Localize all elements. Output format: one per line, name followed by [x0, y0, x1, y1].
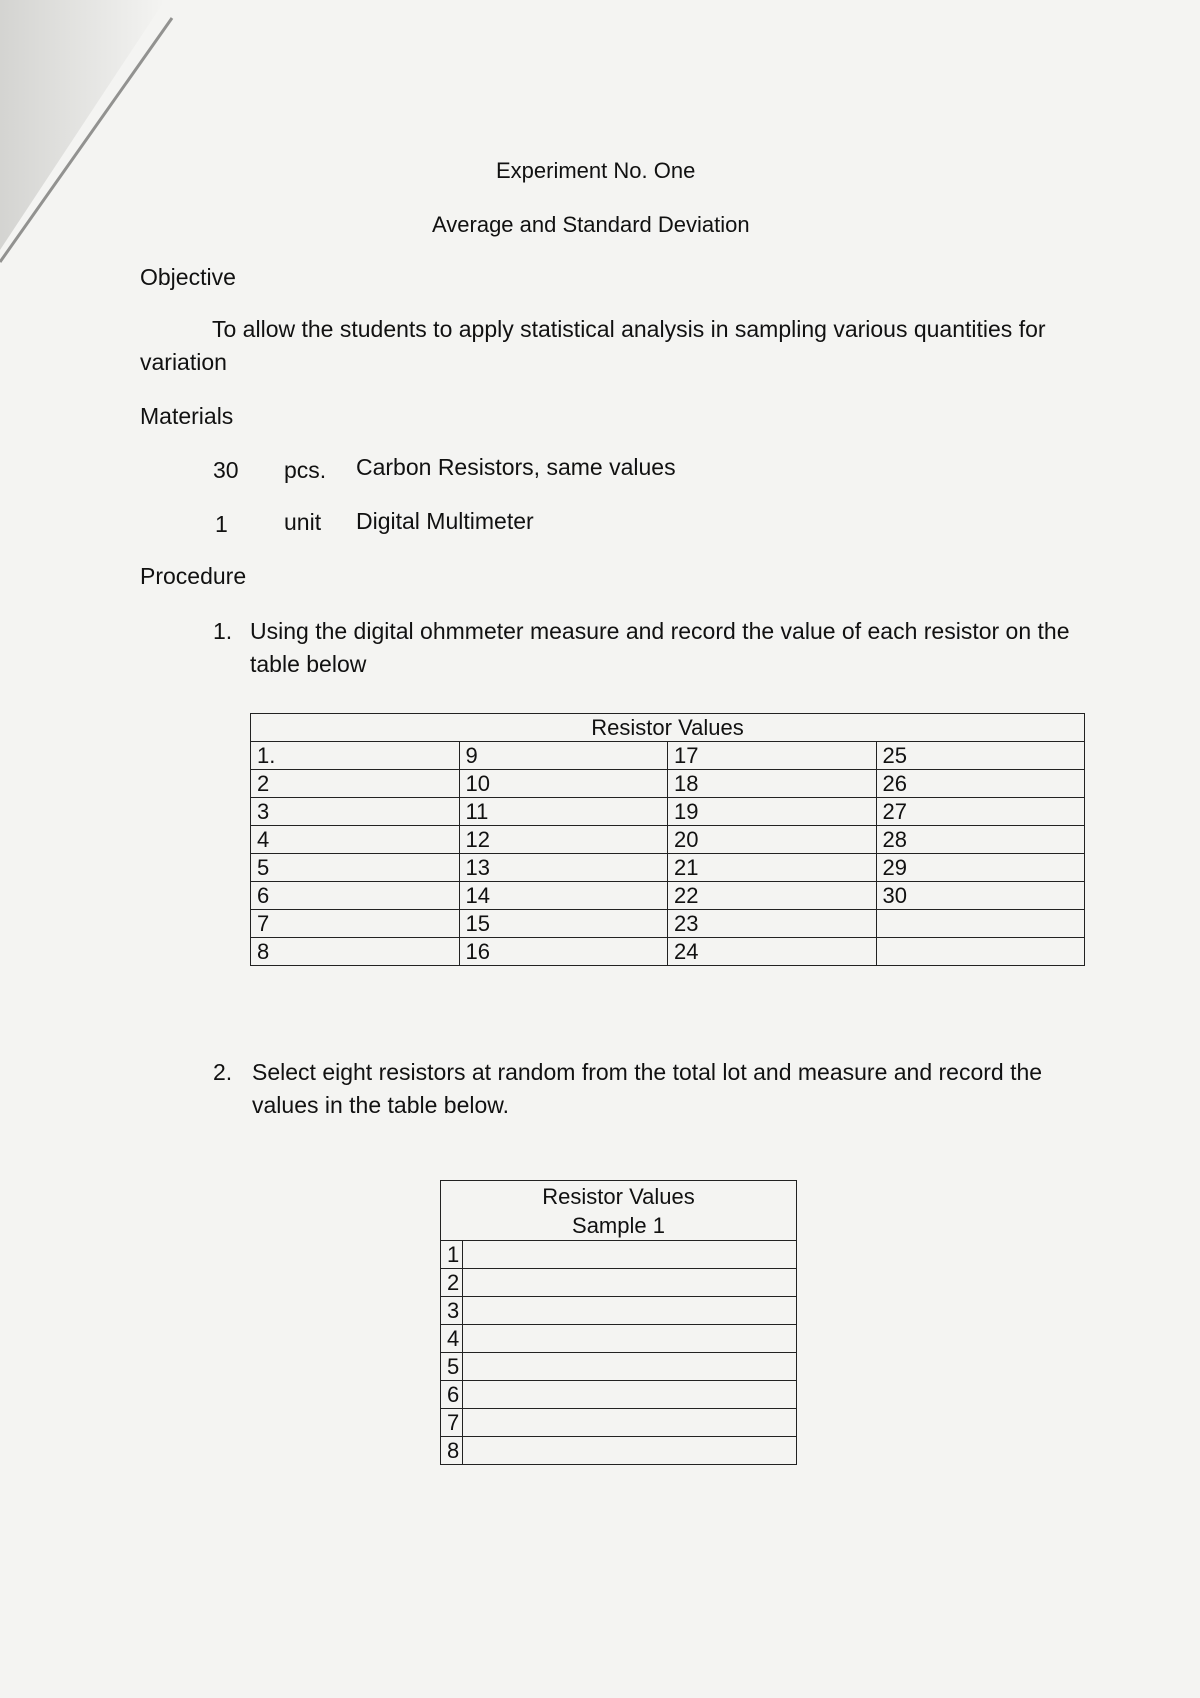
- table-row: [251, 854, 1085, 882]
- row-number: 6: [441, 1381, 463, 1409]
- row-number: 5: [441, 1353, 463, 1381]
- table-cell[interactable]: [463, 1409, 797, 1437]
- table-header-row: [441, 1181, 797, 1241]
- table-cell[interactable]: [463, 1353, 797, 1381]
- table-header: [441, 1181, 797, 1241]
- table-cell[interactable]: 28: [876, 826, 1085, 854]
- table-cell[interactable]: 3: [251, 798, 460, 826]
- table-cell[interactable]: 2: [251, 770, 460, 798]
- step-text: Using the digital ohmmeter measure and record the value of each resistor on the table below: [250, 618, 1070, 677]
- material-name: Carbon Resistors, same values: [356, 454, 676, 480]
- table-row: [251, 770, 1085, 798]
- material-qty: 1: [215, 511, 228, 537]
- sample-values-table: [440, 1180, 797, 1465]
- table-row: [251, 826, 1085, 854]
- table-cell[interactable]: [463, 1297, 797, 1325]
- table-row: [251, 742, 1085, 770]
- table-cell[interactable]: 9: [459, 742, 668, 770]
- table-cell[interactable]: 26: [876, 770, 1085, 798]
- objective-text: To allow the students to apply statistical analysis in sampling various quantities for variation: [140, 316, 1046, 375]
- document-title: Experiment No. One: [496, 158, 696, 183]
- table-cell[interactable]: [463, 1437, 797, 1465]
- table-cell[interactable]: 11: [459, 798, 668, 826]
- table-row: [441, 1409, 797, 1437]
- materials-heading: Materials: [140, 403, 234, 429]
- table-cell[interactable]: 23: [668, 910, 877, 938]
- table-cell[interactable]: 25: [876, 742, 1085, 770]
- table-row: [441, 1437, 797, 1465]
- table-cell[interactable]: 20: [668, 826, 877, 854]
- table-cell[interactable]: 8: [251, 938, 460, 966]
- row-number: 2: [441, 1269, 463, 1297]
- table-row: [441, 1381, 797, 1409]
- table-row: [251, 798, 1085, 826]
- table-row: [441, 1325, 797, 1353]
- table-cell[interactable]: 16: [459, 938, 668, 966]
- procedure-heading: Procedure: [140, 563, 247, 589]
- table-header-line: Sample 1: [572, 1212, 665, 1238]
- table-row: [251, 910, 1085, 938]
- step-number: 2.: [213, 1059, 233, 1085]
- row-number: 1: [441, 1241, 463, 1269]
- table-cell[interactable]: 17: [668, 742, 877, 770]
- table-cell[interactable]: 10: [459, 770, 668, 798]
- table-header: Resistor Values: [251, 714, 1085, 742]
- row-number: 8: [441, 1437, 463, 1465]
- table-cell[interactable]: 7: [251, 910, 460, 938]
- step-number: 1.: [213, 618, 233, 644]
- table-cell[interactable]: 5: [251, 854, 460, 882]
- table-cell[interactable]: 4: [251, 826, 460, 854]
- table-cell[interactable]: 1.: [251, 742, 460, 770]
- material-qty: 30: [213, 457, 239, 483]
- table-row: [251, 882, 1085, 910]
- table-cell[interactable]: 6: [251, 882, 460, 910]
- table-cell[interactable]: [876, 910, 1085, 938]
- table-cell[interactable]: [876, 938, 1085, 966]
- table-cell[interactable]: 30: [876, 882, 1085, 910]
- table-row: [441, 1353, 797, 1381]
- table-row: [251, 938, 1085, 966]
- table-cell[interactable]: 15: [459, 910, 668, 938]
- table-cell[interactable]: 22: [668, 882, 877, 910]
- table-row: [441, 1241, 797, 1269]
- table-cell[interactable]: 27: [876, 798, 1085, 826]
- table-cell[interactable]: 12: [459, 826, 668, 854]
- objective-heading: Objective: [140, 264, 236, 290]
- material-unit: unit: [284, 509, 322, 535]
- table-row: [441, 1269, 797, 1297]
- row-number: 7: [441, 1409, 463, 1437]
- table-cell[interactable]: [463, 1241, 797, 1269]
- table-header-line: Resistor Values: [542, 1183, 695, 1209]
- table-cell[interactable]: 21: [668, 854, 877, 882]
- material-name: Digital Multimeter: [356, 508, 534, 534]
- table-cell[interactable]: [463, 1269, 797, 1297]
- table-cell[interactable]: [463, 1381, 797, 1409]
- table-cell[interactable]: 19: [668, 798, 877, 826]
- step-text: Select eight resistors at random from the total lot and measure and record the values in the table below.: [252, 1059, 1043, 1118]
- table-cell[interactable]: 18: [668, 770, 877, 798]
- document-subtitle: Average and Standard Deviation: [432, 212, 750, 237]
- table-header-row: [251, 714, 1085, 742]
- table-cell[interactable]: [463, 1325, 797, 1353]
- row-number: 3: [441, 1297, 463, 1325]
- resistor-values-table: [250, 713, 1085, 966]
- table-row: [441, 1297, 797, 1325]
- material-unit: pcs.: [284, 457, 327, 483]
- row-number: 4: [441, 1325, 463, 1353]
- table-cell[interactable]: 24: [668, 938, 877, 966]
- table-cell[interactable]: 29: [876, 854, 1085, 882]
- table-cell[interactable]: 14: [459, 882, 668, 910]
- table-cell[interactable]: 13: [459, 854, 668, 882]
